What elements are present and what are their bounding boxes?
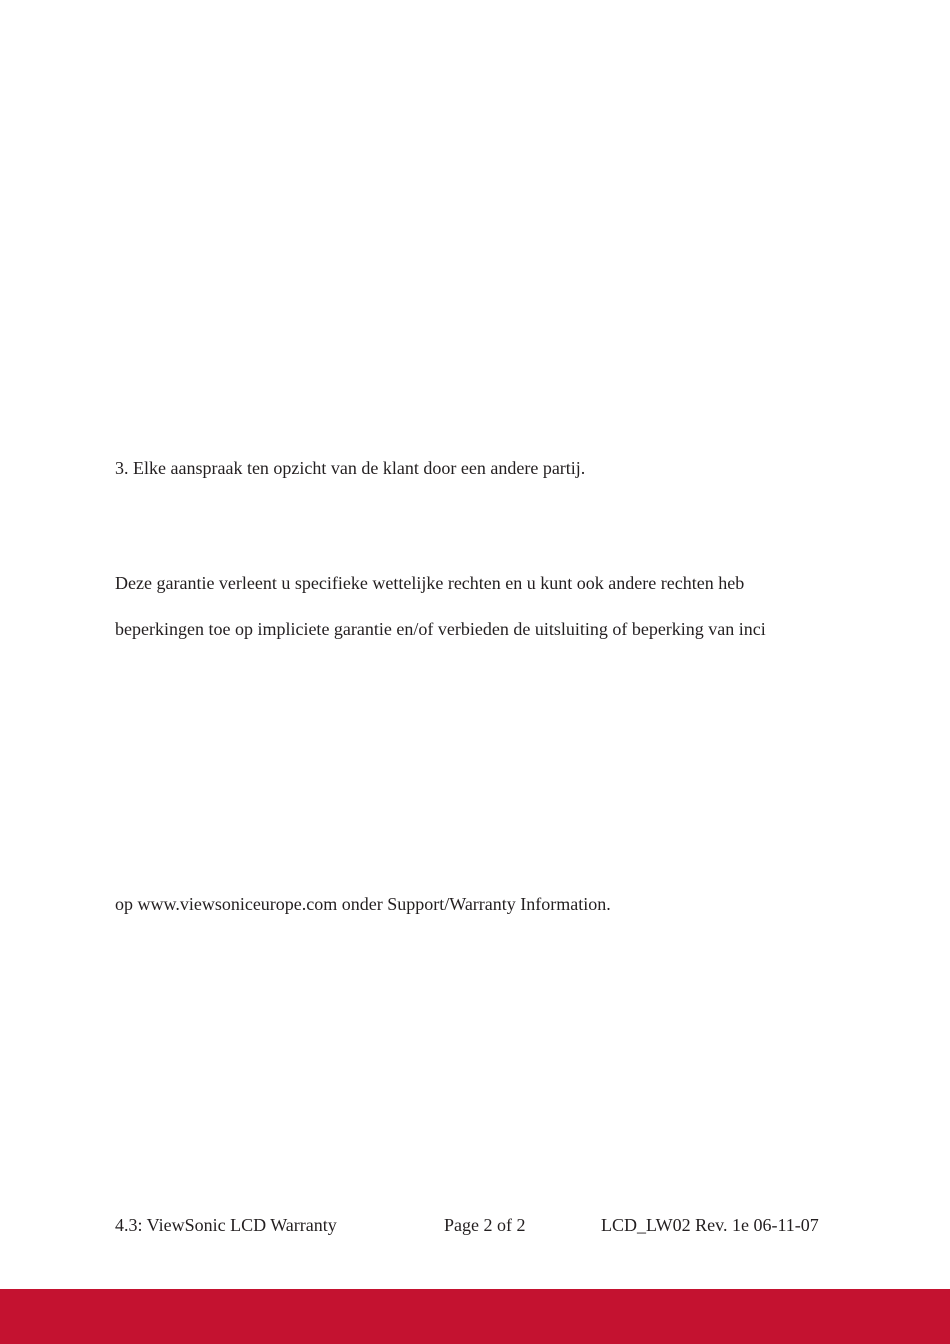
footer-revision: LCD_LW02 Rev. 1e 06-11-07 [601, 1215, 819, 1235]
warranty-info-url-line: op www.viewsoniceurope.com onder Support/Warranty Information. [115, 894, 611, 914]
footer-section-title: 4.3: ViewSonic LCD Warranty [115, 1215, 337, 1235]
brand-color-band [0, 1289, 950, 1344]
list-item-3: 3. Elke aanspraak ten opzicht van de klant door een andere partij. [115, 458, 586, 478]
warranty-paragraph-line-1: Deze garantie verleent u specifieke wettelijke rechten en u kunt ook andere rechten heb [115, 573, 745, 593]
warranty-paragraph-line-2: beperkingen toe op impliciete garantie en/of verbieden de uitsluiting of beperking van inci [115, 619, 766, 639]
footer-page-number: Page 2 of 2 [444, 1215, 526, 1235]
